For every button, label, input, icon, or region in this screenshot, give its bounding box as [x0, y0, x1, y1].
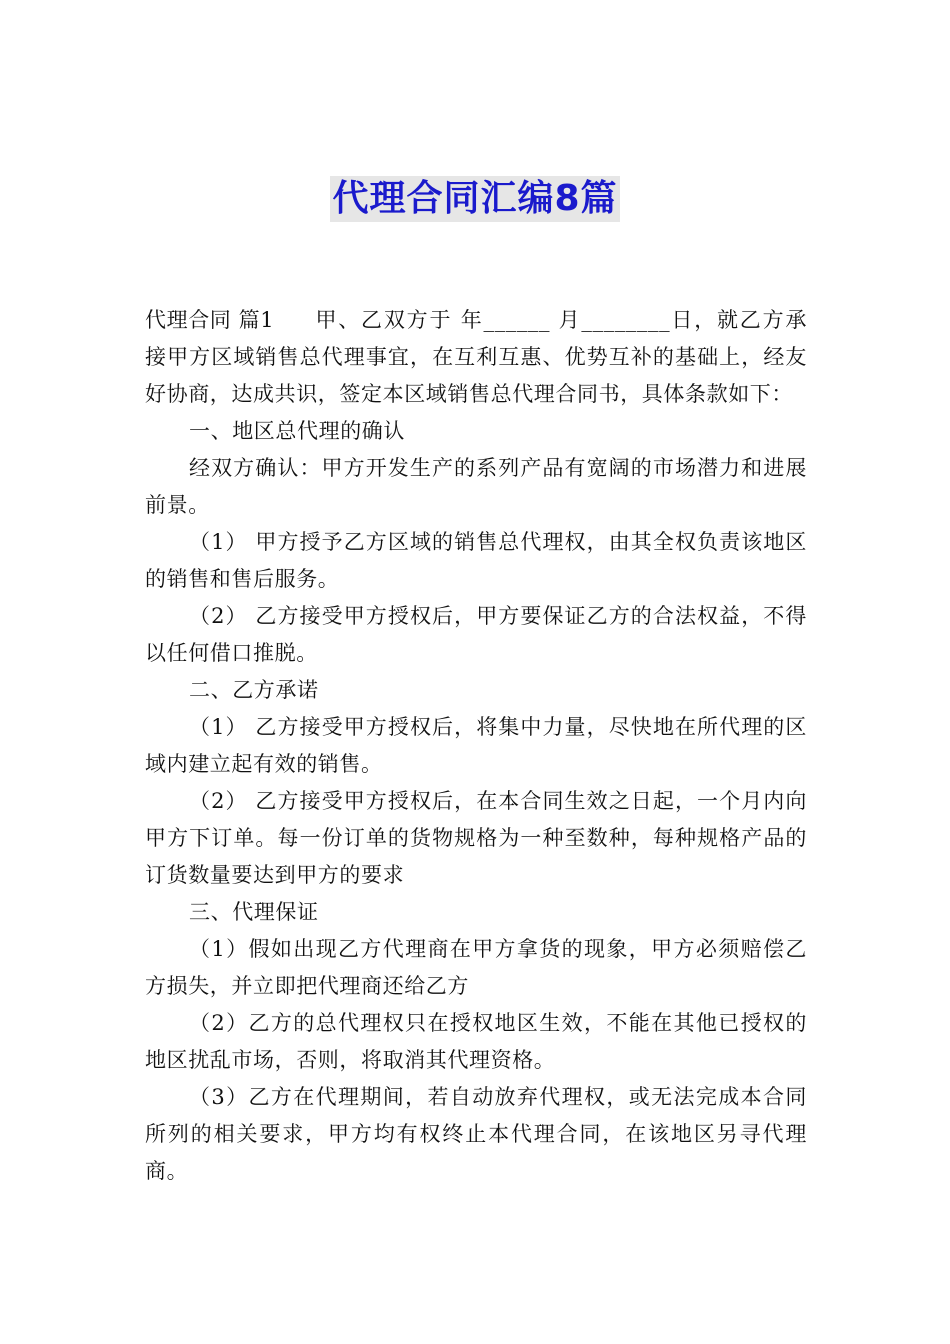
document-title	[0, 176, 950, 222]
paragraph: （2）乙方的总代理权只在授权地区生效，不能在其他已授权的地区扰乱市场，否则，将取消其代理资格。	[145, 1011, 807, 1072]
paragraph: 经双方确认：甲方开发生产的系列产品有宽阔的市场潜力和进展前景。	[145, 456, 807, 517]
paragraph: 三、代理保证	[189, 900, 319, 924]
paragraph: （1） 甲方授予乙方区域的销售总代理权，由其全权负责该地区的销售和售后服务。	[145, 530, 807, 591]
paragraph: （2） 乙方接受甲方授权后，甲方要保证乙方的合法权益，不得以任何借口推脱。	[145, 604, 807, 665]
document-body	[145, 302, 807, 1190]
paragraph: 一、地区总代理的确认	[189, 419, 405, 443]
intro-paragraph	[145, 302, 807, 413]
document-title-text: 代理合同汇编8篇	[330, 176, 619, 222]
section-label: 代理合同 篇1	[145, 308, 275, 332]
paragraph: （1） 乙方接受甲方授权后，将集中力量，尽快地在所代理的区域内建立起有效的销售。	[145, 715, 807, 776]
paragraph: （1）假如出现乙方代理商在甲方拿货的现象，甲方必须赔偿乙方损失，并立即把代理商还给乙方	[145, 937, 807, 998]
intro-text: 甲、乙双方于 年______ 月________日，就乙方承接甲方区域销售总代理事宜，在互利互惠、优势互补的基础上，经友好协商，达成共识，签定本区域销售总代理合同书，具体条款如下：	[145, 308, 807, 406]
paragraph: （2） 乙方接受甲方授权后，在本合同生效之日起，一个月内向甲方下订单。每一份订单的货物规格为一种至数种，每种规格产品的订货数量要达到甲方的要求	[145, 789, 807, 887]
paragraph: （3）乙方在代理期间，若自动放弃代理权，或无法完成本合同所列的相关要求，甲方均有权终止本代理合同，在该地区另寻代理商。	[145, 1085, 807, 1183]
paragraph: 二、乙方承诺	[189, 678, 319, 702]
